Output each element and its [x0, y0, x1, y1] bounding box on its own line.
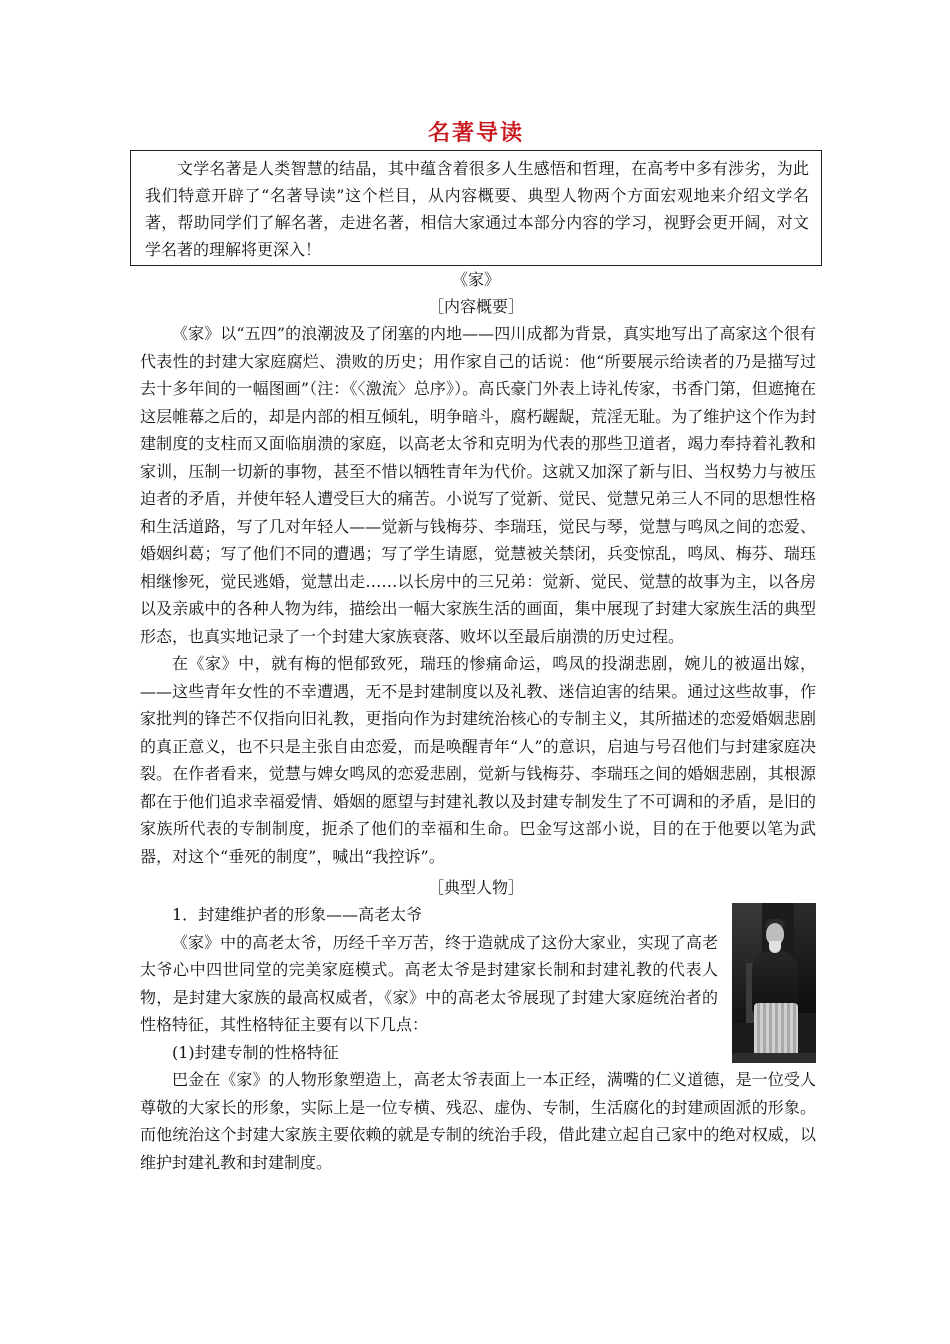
- page-content: [130, 118, 822, 1176]
- trait-paragraph: 巴金在《家》的人物形象塑造上，高老太爷表面上一本正经，满嘴的仁义道德，是一位受人尊敬的大家长的形象，实际上是一位专横、残忍、虚伪、专制，生活腐化的封建顽固派的形象。而他统治这个封建大家族主要依赖的就是专制的统治手段，借此建立起自己家中的绝对权威，以维护封建礼教和封建制度。: [140, 1070, 816, 1172]
- section-heading-summary: ［内容概要］: [427, 297, 524, 316]
- summary-paragraph-2: 在《家》中，就有梅的悒郁致死，瑞珏的惨痛命运，鸣凤的投湖悲剧，婉儿的被逼出嫁，——这些青年女性的不幸遭遇，无不是封建制度以及礼教、迷信迫害的结果。通过这些故事，作家批判的锋芒不仅指向旧礼教，更指向作为封建统治核心的专制主义，其所描述的恋爱婚姻悲剧的真正意义，也不只是主张自由恋爱，而是唤醒青年“人”的意识，启迪与号召他们与封建家庭决裂。在作者看来，觉慧与婢女鸣凤的恋爱悲剧，觉新与钱梅芬、李瑞珏之间的婚姻悲剧，其根源都在于他们追求幸福爱情、婚姻的愿望与封建礼教以及封建专制发生了不可调和的矛盾，是旧的家族所代表的专制制度，扼杀了他们的幸福和生命。巴金写这部小说，目的在于他要以笔为武器，对这个“垂死的制度”，喊出“我控诉”。: [140, 654, 816, 866]
- character-section: [130, 901, 822, 1066]
- summary-paragraph-1: 《家》以“五四”的浪潮波及了闭塞的内地——四川成都为背景，真实地写出了高家这个很有代表性的封建大家庭腐烂、溃败的历史；用作家自己的话说：他“所要展示给读者的乃是描写过去十多年间的一幅图画”（注：《〈激流〉总序》）。高氏豪门外表上诗礼传家，书香门第，但遮掩在这层帷幕之后的，却是内部的相互倾轧，明争暗斗，腐朽龌龊，荒淫无耻。为了维护这个作为封建制度的支柱而又面临崩溃的家庭，以高老太爷和克明为代表的那些卫道者，竭力奉持着礼教和家训，压制一切新的事物，甚至不惜以牺牲青年为代价。这就又加深了新与旧、当权势力与被压迫者的矛盾，并使年轻人遭受巨大的痛苦。小说写了觉新、觉民、觉慧兄弟三人不同的思想性格和生活道路，写了几对年轻人——觉新与钱梅芬、李瑞珏，觉民与琴，觉慧与鸣凤之间的恋爱、婚姻纠葛；写了他们不同的遭遇；写了学生请愿，觉慧被关禁闭，兵变惊乱，鸣凤、梅芬、瑞珏相继惨死，觉民逃婚，觉慧出走……以长房中的三兄弟：觉新、觉民、觉慧的故事为主，以各房以及亲戚中的各种人物为纬，描绘出一幅大家族生活的画面，集中展现了封建大家族生活的典型形态，也真实地记录了一个封建大家族衰落、败坏以至最后崩溃的历史过程。: [140, 324, 816, 646]
- book-title: 《家》: [451, 270, 500, 289]
- character-paragraph: 《家》中的高老太爷，历经千辛万苦，终于造就成了这份大家业，实现了高老太爷心中四世同堂的完美家庭模式。高老太爷是封建家长制和封建礼教的代表人物，是封建大家族的最高权威者，《家》中的高老太爷展现了封建大家庭统治者的性格特征，其性格特征主要有以下几点：: [140, 932, 718, 1034]
- character-heading: 1．封建维护者的形象——高老太爷: [172, 905, 423, 924]
- page-title: 名著导读: [427, 120, 524, 146]
- intro-box: 文学名著是人类智慧的结晶，其中蕴含着很多人生感悟和哲理，在高考中多有涉劣，为此我们特意开辟了“名著导读”这个栏目，从内容概要、典型人物两个方面宏观地来介绍文学名著，帮助同学们了解名著，走进名著，相信大家通过本部分内容的学习，视野会更开阔，对文学名著的理解将更深入！: [130, 150, 822, 266]
- trait-heading: (1)封建专制的性格特征: [172, 1042, 339, 1062]
- portrait-image: [732, 903, 816, 1063]
- section-heading-characters: ［典型人物］: [427, 878, 524, 897]
